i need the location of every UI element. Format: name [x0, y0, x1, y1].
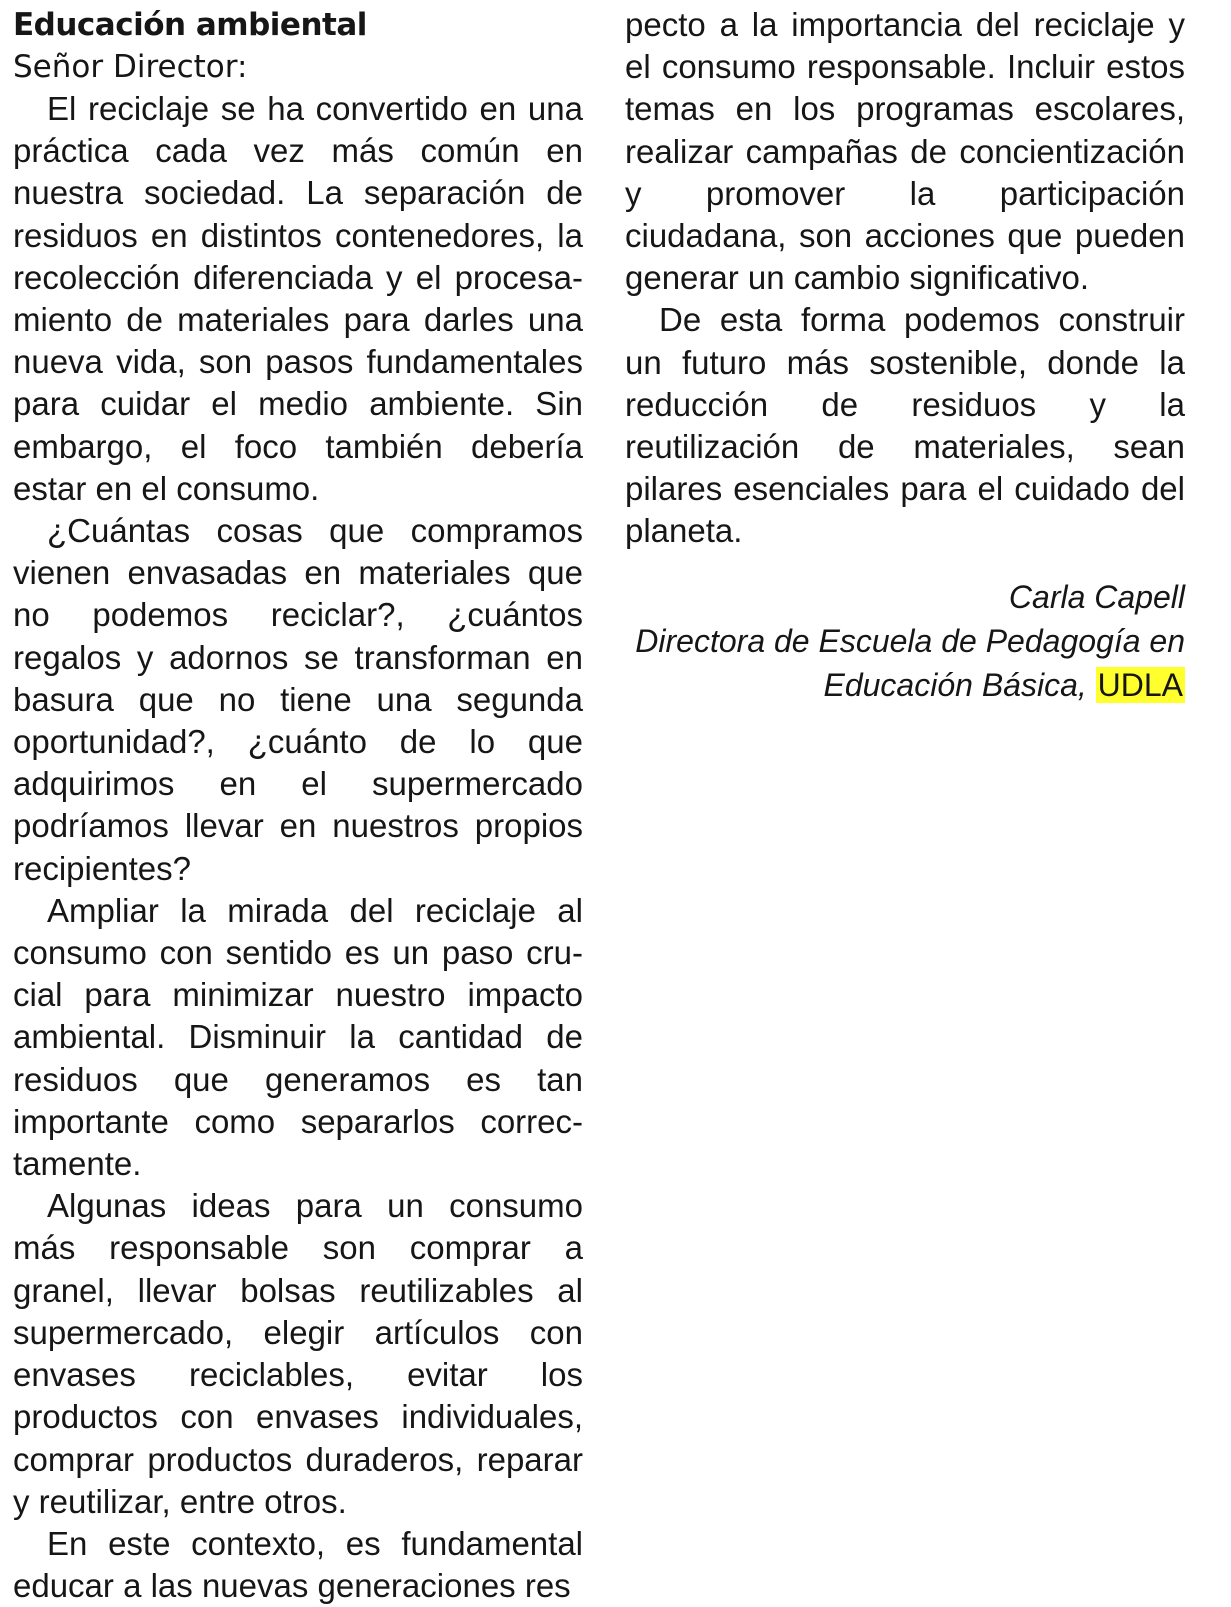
salutation: Señor Director: [13, 49, 248, 85]
paragraph-1: El reciclaje se ha convertido en una práctica cada vez más común en nuestra sociedad. La separación de residuos en distintos contenedores, la recolección diferenciada y el procesamiento de materiales para darles una nueva vida, son pasos fundamentales para cuidar el medio ambiente. Sin embargo, el foco también debería estar en el consumo. [13, 90, 583, 507]
signature-role: Directora de Escuela de Pedagogía en [635, 622, 1185, 659]
right-column [625, 4, 1185, 707]
signature-block [625, 575, 1185, 707]
paragraph-5-end: pecto a la importancia del reciclaje y el consumo responsable. Incluir estos temas en los programas escolares, realizar campañas de concientización y promover la participación ciudadana, son acciones que pueden generar un cambio significativo. [625, 6, 1185, 297]
signature-org-prefix: Educación Básica, [823, 666, 1096, 703]
letter-title: Educación ambiental [13, 7, 367, 43]
left-column [13, 4, 583, 1607]
paragraph-2: ¿Cuántas cosas que compramos vienen envasadas en materiales que no podemos reciclar?, ¿cuántos regalos y adornos se transforman en basura que no tiene una segunda oportunidad?, ¿cuánto de lo que adquirimos en el supermercado podríamos llevar en nuestros propios recipientes? [13, 512, 583, 887]
paragraph-4: Algunas ideas para un consumo más responsable son comprar a granel, llevar bolsas reutilizables al supermercado, elegir artículos con envases reciclables, evitar los productos con envases individuales, comprar productos duraderos, reparar y reutilizar, entre otros. [13, 1187, 583, 1520]
paragraph-6: De esta forma podemos construir un futuro más sostenible, donde la reducción de residuos y la reutilización de materiales, sean pilares esenciales para el cuidado del planeta. [625, 301, 1185, 550]
paragraph-5-start: En este contexto, es fundamental educar a las nuevas generaciones res [13, 1524, 583, 1605]
signature-name: Carla Capell [1008, 578, 1185, 615]
signature-org [625, 663, 1185, 707]
signature-org-highlight: UDLA [1097, 666, 1183, 703]
paragraph-3: Ampliar la mirada del reciclaje al consumo con sentido es un paso crucial para minimizar nuestro impacto ambiental. Disminuir la cantidad de residuos que generamos es tan importante como separarlos correctamente. [13, 891, 583, 1183]
